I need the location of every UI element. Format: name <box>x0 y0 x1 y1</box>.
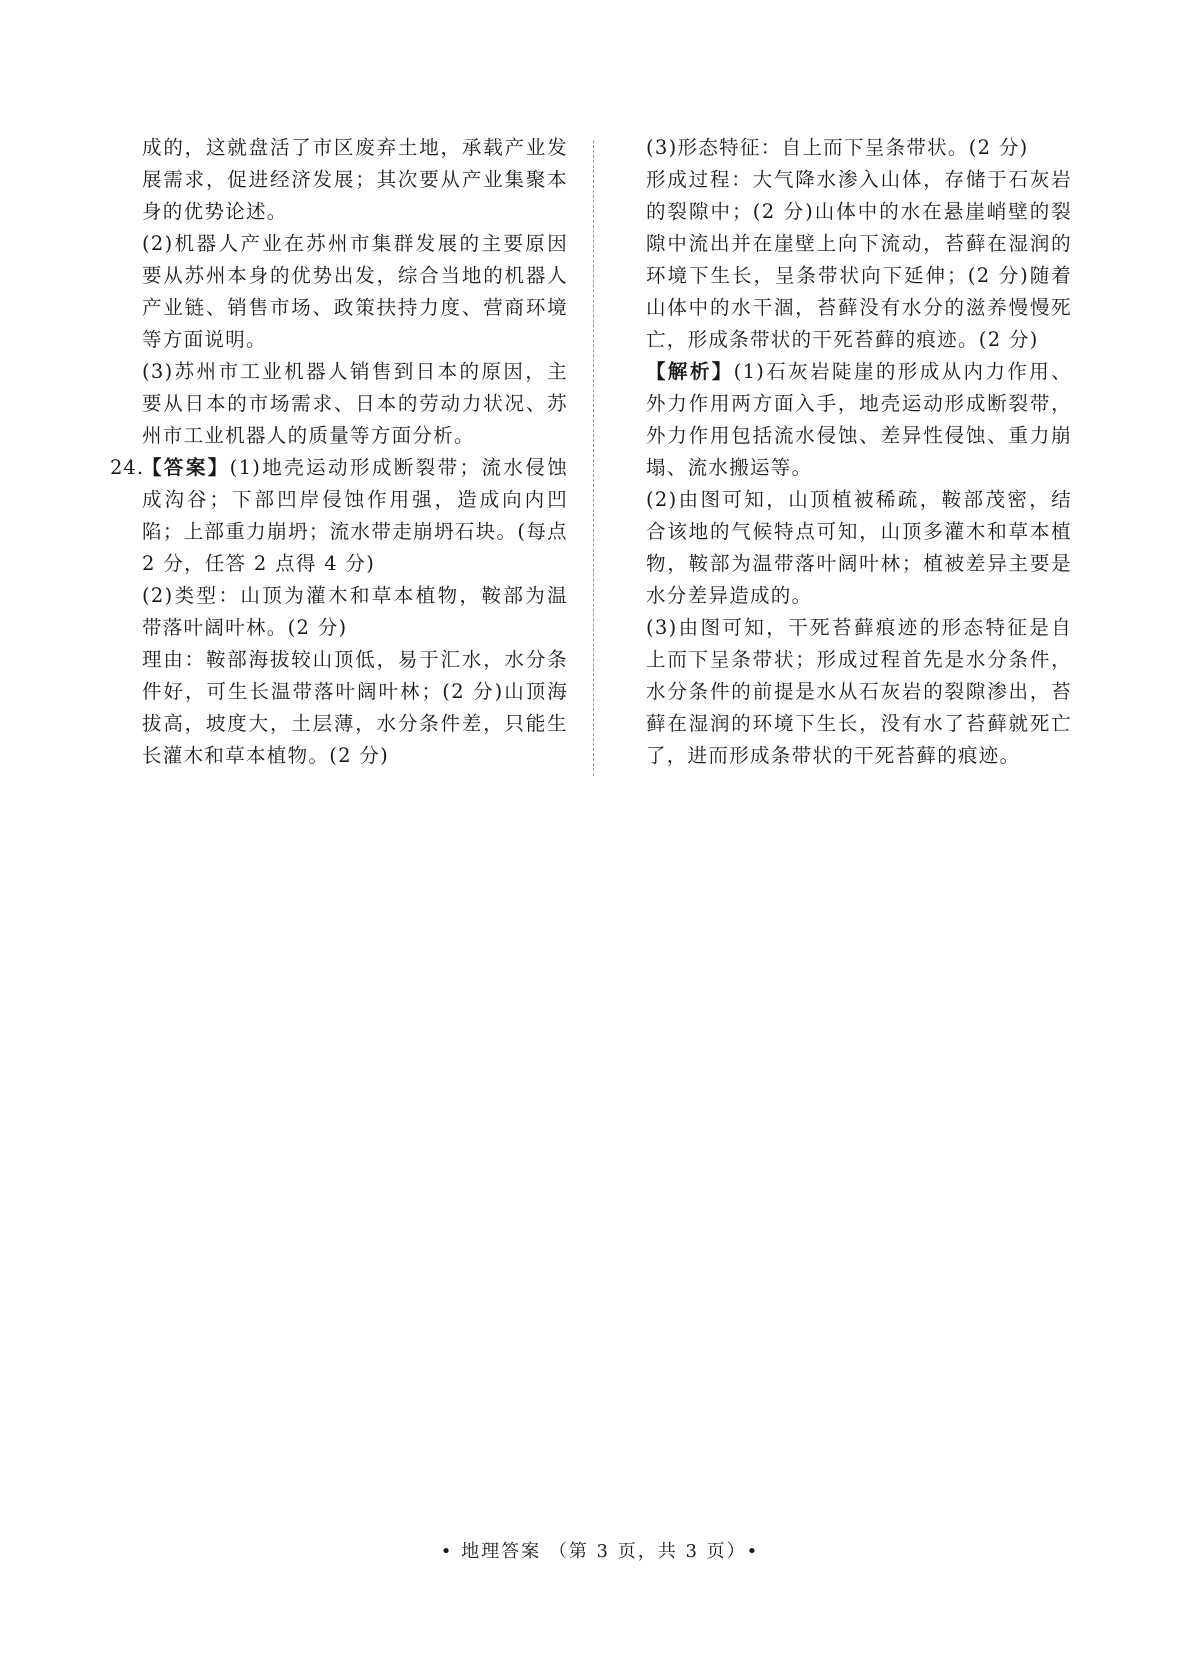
left-paragraph-2: (2)机器人产业在苏州市集群发展的主要原因要从苏州本身的优势出发，综合当地的机器人产业链、销售市场、政策扶持力度、营商环境等方面说明。 <box>142 232 568 351</box>
question-number-24: 24. <box>110 456 145 479</box>
right-paragraph-2: 形成过程：大气降水渗入山体，存储于石灰岩的裂隙中；(2 分)山体中的水在悬崖峭壁的裂隙中流出并在崖壁上向下流动，苔藓在湿润的环境下生长，呈条带状向下延伸；(2 分)随着山体中的水干涸，苔藓没有水分的滋养慢慢死亡，形成条带状的干死苔藓的痕迹。(2 分) <box>646 168 1072 351</box>
q24-paragraph-2: (2)类型：山顶为灌木和草本植物，鞍部为温带落叶阔叶林。(2 分) <box>142 584 568 639</box>
analysis-line <box>646 356 1072 484</box>
right-paragraph-5: (3)由图可知，干死苔藓痕迹的形态特征是自上而下呈条带状；形成过程首先是水分条件，水分条件的前提是水从石灰岩的裂隙渗出，苔藓在湿润的环境下生长，没有水了苔藓就死亡了，进而形成条带状的干死苔藓的痕迹。 <box>646 616 1072 767</box>
left-paragraph-1: 成的，这就盘活了市区废弃土地，承载产业发展需求，促进经济发展；其次要从产业集聚本身的优势论述。 <box>142 136 568 223</box>
analysis-tag: 【解析】 <box>646 360 734 383</box>
left-paragraph-3: (3)苏州市工业机器人销售到日本的原因，主要从日本的市场需求、日本的劳动力状况、苏州市工业机器人的质量等方面分析。 <box>142 360 568 447</box>
q24-answer-line <box>142 452 568 580</box>
column-divider <box>593 140 594 776</box>
right-paragraph-1: (3)形态特征：自上而下呈条带状。(2 分) <box>646 136 1029 159</box>
q24-paragraph-1: (1)地壳运动形成断裂带；流水侵蚀成沟谷；下部凹岸侵蚀作用强，造成向内凹陷；上部重力崩坍；流水带走崩坍石块。(每点 2 分，任答 2 点得 4 分) <box>142 456 568 575</box>
right-column <box>646 132 1072 772</box>
right-paragraph-4: (2)由图可知，山顶植被稀疏，鞍部茂密，结合该地的气候特点可知，山顶多灌木和草本植物，鞍部为温带落叶阔叶林；植被差异主要是水分差异造成的。 <box>646 488 1072 607</box>
page-footer: • 地理答案 （第 3 页，共 3 页）• <box>440 1541 760 1562</box>
answer-tag: 【答案】 <box>142 456 230 479</box>
left-column <box>142 132 568 772</box>
right-paragraph-3: (1)石灰岩陡崖的形成从内力作用、外力作用两方面入手，地壳运动形成断裂带，外力作用包括流水侵蚀、差异性侵蚀、重力崩塌、流水搬运等。 <box>646 360 1072 479</box>
q24-paragraph-3: 理由：鞍部海拔较山顶低，易于汇水，水分条件好，可生长温带落叶阔叶林；(2 分)山顶海拔高，坡度大，土层薄，水分条件差，只能生长灌木和草本植物。(2 分) <box>142 648 568 767</box>
